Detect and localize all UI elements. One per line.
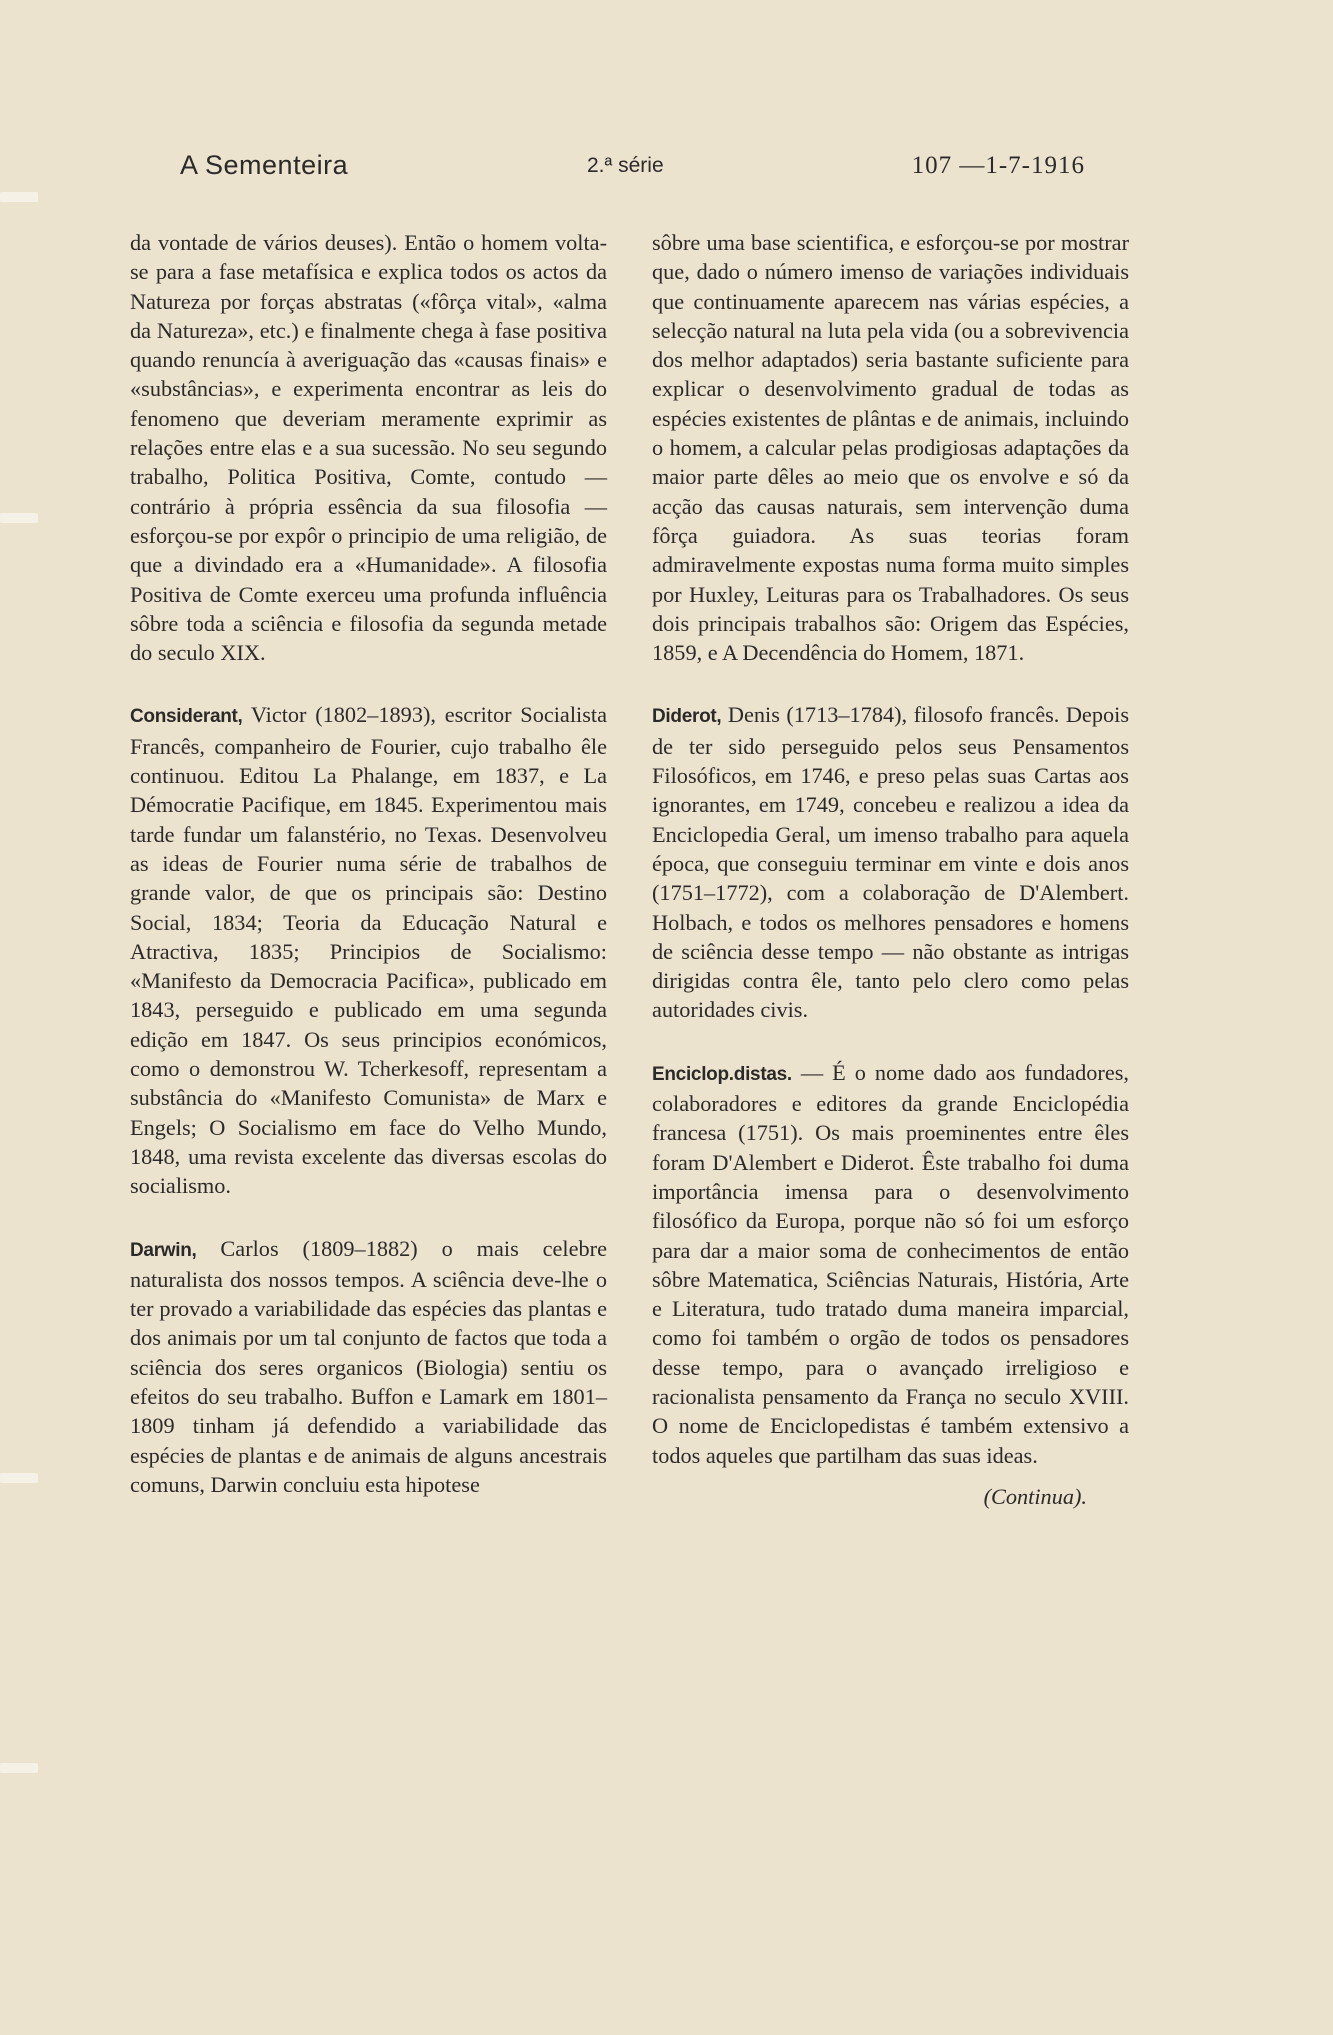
darwin-continuation: sôbre uma base scientifica, e esforçou-se por mostrar que, dado o número imenso de variações individuais que continuamente aparecem nas várias espécies, a selecção natural na luta pela vida (ou a sobrevivencia dos melhor adaptados) seria bastante suficiente para explicar o desenvolvimento gradual de todas as espécies existentes de plântas e de animais, incluindo o homem, a calcular pelas prodigiosas adaptações da maior parte dêles ao meio que os envolve e só da acção das causas naturais, sem intervenção duma fôrça guiadora. As suas teorias foram admiravelmente expostas numa forma muito simples por Huxley, Leituras para os Trabalhadores. Os seus dois principais trabalhos são: Origem das Espécies, 1859, e A Decendência do Homem, 1871. [652,230,1129,666]
entry-heading: Diderot, [652,706,722,728]
entry-diderot [652,700,1129,1024]
page-edge-mark [0,1763,38,1773]
page-edge-mark [0,1473,38,1483]
issue-date: 107 —1-7-1916 [911,152,1085,179]
entry-heading: Darwin, [130,1239,197,1261]
entry-heading: Enciclop.distas. [652,1063,792,1085]
entry-text: Carlos (1809–1882) o mais celebre naturalista dos nossos tempos. A sciência deve-lhe o ter provado a variabilidade das espécies das plantas e dos animais por um tal conjunto de factos que toda a sciência dos seres organicos (Biologia) sentiu os efeitos do seu trabalho. Buffon e Lamark em 1801–1809 tinham já defendido a variabilidade das espécies de plantas e de animais de alguns ancestrais comuns, Darwin concluiu esta hipotese [130,1235,607,1497]
entry-darwin [130,1234,607,1500]
entry-considerant [130,700,607,1200]
page-edge-mark [0,513,38,523]
entry-enciclopedistas [652,1058,1129,1470]
page-header [180,150,1085,190]
entry-text: Victor (1802–1893), escritor Socialista Francês, companheiro de Fourier, cujo trabalho êle continuou. Editou La Phalange, em 1837, e La Démocratie Pacifique, em 1845. Experimentou mais tarde fundar um falanstério, no Texas. Desenvolveu as ideas de Fourier numa série de trabalhos de grande valor, de que os principais são: Destino Social, 1834; Teoria da Educação Natural e Atractiva, 1835; Principios de Socialismo: «Manifesto da Democracia Pacifica», publicado em 1843, perseguido e publicado em uma segunda edição em 1847. Os seus principios económicos, como o demonstrou W. Tcherkesoff, representam a substância do «Manifesto Comunista» de Marx e Engels; O Socialismo em face do Velho Mundo, 1848, uma revista excelente das diversas escolas do socialismo. [130,702,607,1199]
entry-text: — É o nome dado aos fundadores, colaboradores e editores da grande Enciclopédia francesa (1751). Os mais proeminentes entre êles foram D'Alembert e Diderot. Êste trabalho foi duma importância imensa para o desenvolvimento filosófico da Europa, porque não só foi um esforço para dar a maior soma de conhecimentos de então sôbre Matematica, Sciências Naturais, História, Arte e Literatura, tudo tratado duma maneira imparcial, como foi também o orgão de todos os pensadores desse tempo, para o avançado irreligioso e racionalista pensamento da França no seculo XVIII. O nome de Enciclopedistas é também extensivo a todos aqueles que partilham das suas ideas. [652,1059,1129,1468]
right-column [652,228,1129,1511]
series-label: 2.ª série [587,154,664,177]
entry-text: Denis (1713–1784), filosofo francês. Depois de ter sido perseguido pelos seus Pensamentos Filosóficos, em 1746, e preso pelas suas Cartas aos ignorantes, em 1749, concebeu e realizou a idea da Enciclopedia Geral, um imenso trabalho para aquela época, que conseguiu terminar em vinte e dois anos (1751–1772), com a colaboração de D'Alembert. Holbach, e todos os melhores pensadores e homens de sciência desse tempo — não obstante as intrigas dirigidas contra êle, tanto pelo clero como pelas autoridades civis. [652,702,1129,1023]
page-edge-mark [0,192,38,202]
left-column [130,228,607,1499]
comte-continuation: da vontade de vários deuses). Então o homem volta-se para a fase metafísica e explica todos os actos da Natureza por forças abstratas («fôrça vital», «alma da Natureza», etc.) e finalmente chega à fase positiva quando renuncía à averiguação das «causas finais» e «substâncias», e experimenta encontrar as leis do fenomeno que deveriam meramente exprimir as relações entre elas e a sua sucessão. No seu segundo trabalho, Politica Positiva, Comte, contudo — contrário à própria essência da sua filosofia — esforçou-se por expôr o principio de uma religião, de que a divindado era a «Humanidade». A filosofia Positiva de Comte exerceu uma profunda influência sôbre toda a sciência e filosofia da segunda metade do seculo XIX. [130,230,607,666]
entry-heading: Considerant, [130,706,243,728]
publication-title: A Sementeira [180,150,349,180]
continua-note: (Continua). [983,1483,1087,1509]
